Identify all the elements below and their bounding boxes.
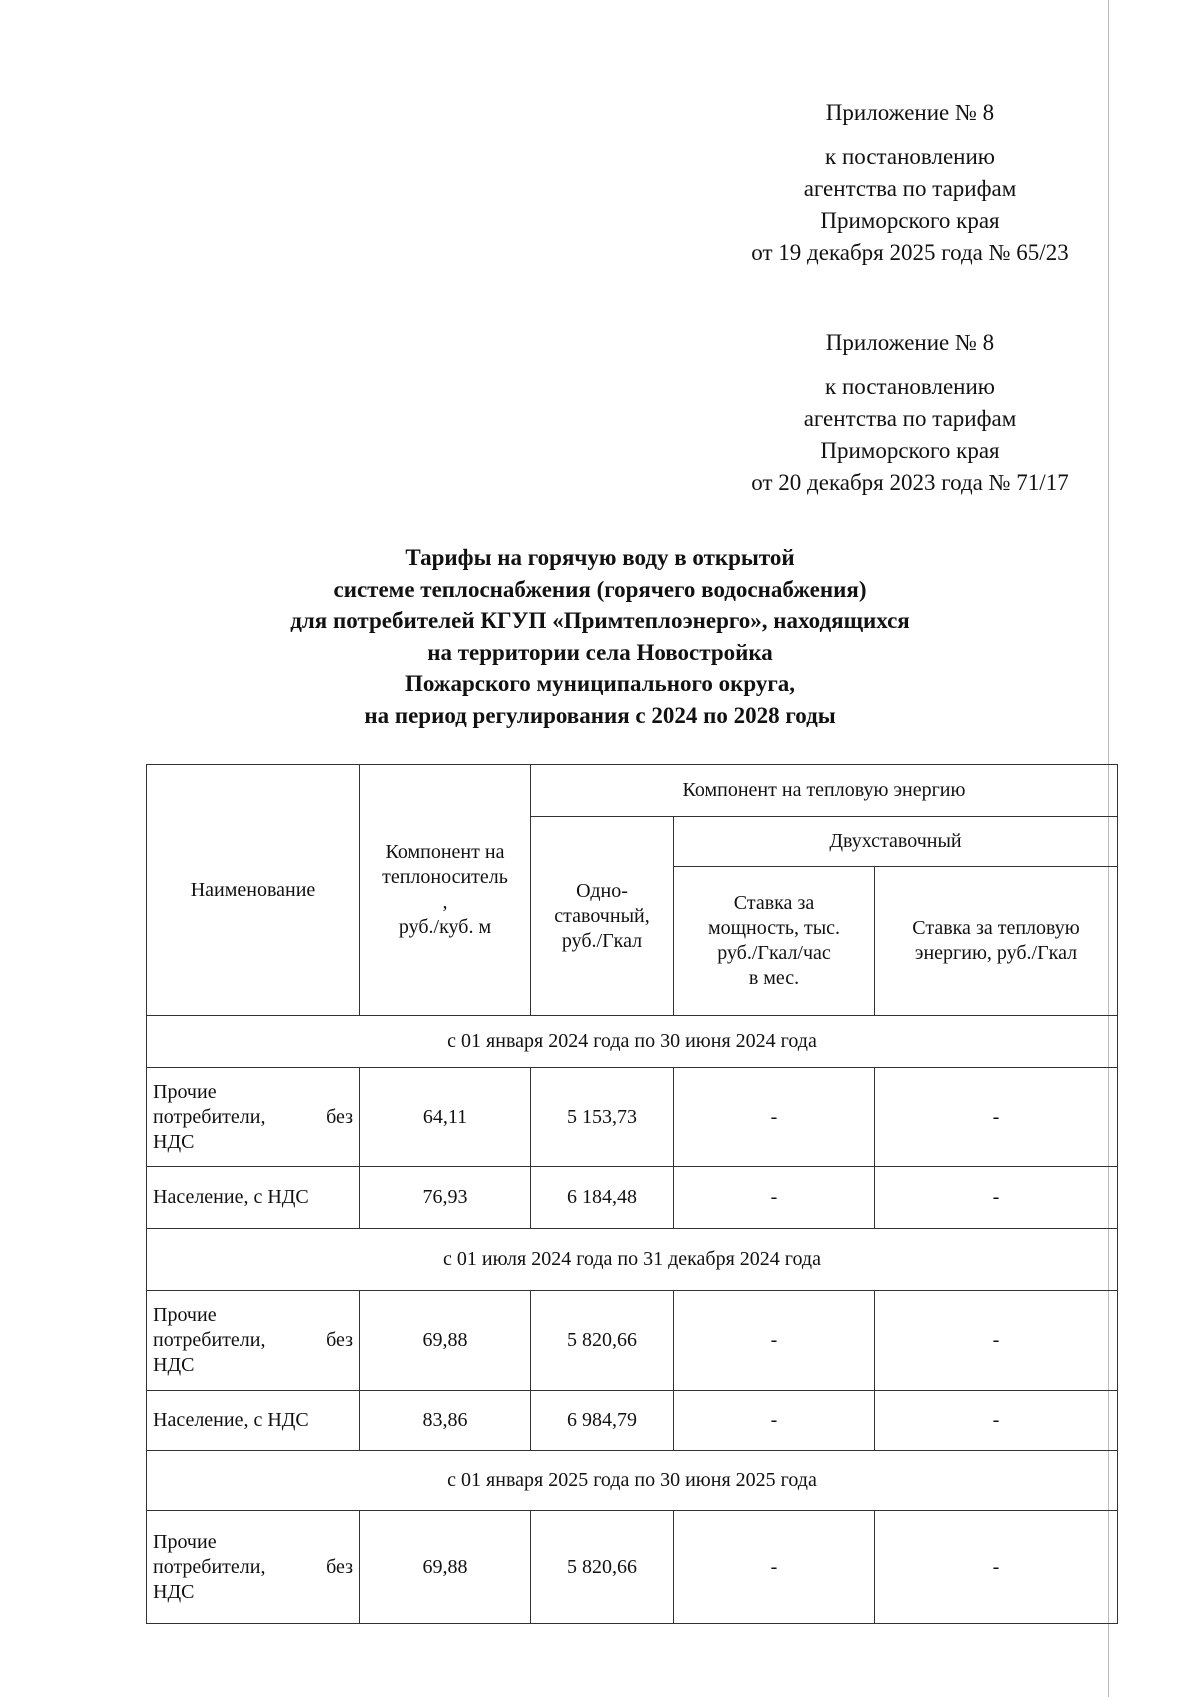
energy-value: - bbox=[875, 1391, 1118, 1451]
table-row bbox=[147, 1291, 1118, 1391]
carrier-value: 69,88 bbox=[360, 1291, 531, 1391]
row-name: Прочие потребители, без НДС bbox=[147, 1511, 360, 1624]
appendix-line: Приморского края bbox=[820, 438, 1000, 463]
carrier-value: 64,11 bbox=[360, 1068, 531, 1167]
capacity-value: - bbox=[674, 1511, 875, 1624]
energy-value: - bbox=[875, 1291, 1118, 1391]
row-name: Население, с НДС bbox=[147, 1167, 360, 1229]
header-two-rate: Двухставочный bbox=[674, 817, 1118, 867]
appendix-line: к постановлению bbox=[825, 374, 995, 399]
appendix-title: Приложение № 8 bbox=[825, 100, 995, 125]
header-carrier: Компонент на теплоноситель , руб./куб. м bbox=[360, 765, 531, 1016]
title-line: для потребителей КГУП «Примтеплоэнерго», находящихся bbox=[290, 608, 910, 633]
period-row: с 01 июля 2024 года по 31 декабря 2024 года bbox=[147, 1229, 1118, 1291]
carrier-value: 76,93 bbox=[360, 1167, 531, 1229]
carrier-value: 83,86 bbox=[360, 1391, 531, 1451]
appendix-current bbox=[690, 97, 1130, 269]
appendix-line: Приморского края bbox=[820, 208, 1000, 233]
title-line: на период регулирования с 2024 по 2028 годы bbox=[364, 702, 836, 728]
appendix-line: агентства по тарифам bbox=[803, 406, 1017, 431]
capacity-value: - bbox=[674, 1391, 875, 1451]
single-rate-value: 6 984,79 bbox=[531, 1391, 674, 1451]
title-line: системе теплоснабжения (горячего водоснабжения) bbox=[333, 576, 867, 602]
row-name: Население, с НДС bbox=[147, 1391, 360, 1451]
table-row bbox=[147, 1511, 1118, 1624]
header-name: Наименование bbox=[147, 765, 360, 1016]
appendix-line: от 20 декабря 2023 года № 71/17 bbox=[751, 470, 1069, 495]
period-row: с 01 января 2025 года по 30 июня 2025 года bbox=[147, 1451, 1118, 1511]
tariff-table bbox=[146, 764, 1118, 1624]
energy-value: - bbox=[875, 1511, 1118, 1624]
energy-value: - bbox=[875, 1068, 1118, 1167]
header-single-rate: Одно- ставочный, руб./Гкал bbox=[531, 817, 674, 1016]
table-row bbox=[147, 1068, 1118, 1167]
title-line: Пожарского муниципального округа, bbox=[404, 671, 796, 696]
capacity-value: - bbox=[674, 1167, 875, 1229]
title-line: Тарифы на горячую воду в открытой bbox=[405, 545, 795, 570]
table-row bbox=[147, 1167, 1118, 1229]
appendix-title: Приложение № 8 bbox=[825, 330, 995, 355]
document-title bbox=[0, 542, 1200, 731]
appendix-line: от 19 декабря 2025 года № 65/23 bbox=[751, 240, 1069, 265]
header-capacity: Ставка за мощность, тыс. руб./Гкал/час в мес. bbox=[674, 867, 875, 1016]
capacity-value: - bbox=[674, 1068, 875, 1167]
energy-value: - bbox=[875, 1167, 1118, 1229]
single-rate-value: 6 184,48 bbox=[531, 1167, 674, 1229]
table-row bbox=[147, 1391, 1118, 1451]
row-name: Прочие потребители, без НДС bbox=[147, 1068, 360, 1167]
appendix-original bbox=[690, 327, 1130, 499]
single-rate-value: 5 820,66 bbox=[531, 1291, 674, 1391]
carrier-value: 69,88 bbox=[360, 1511, 531, 1624]
header-energy: Ставка за тепловую энергию, руб./Гкал bbox=[875, 867, 1118, 1016]
row-name: Прочие потребители, без НДС bbox=[147, 1291, 360, 1391]
period-row: с 01 января 2024 года по 30 июня 2024 года bbox=[147, 1016, 1118, 1068]
capacity-value: - bbox=[674, 1291, 875, 1391]
title-line: на территории села Новостройка bbox=[427, 639, 773, 665]
appendix-line: к постановлению bbox=[825, 144, 995, 169]
appendix-line: агентства по тарифам bbox=[803, 176, 1017, 201]
single-rate-value: 5 820,66 bbox=[531, 1511, 674, 1624]
single-rate-value: 5 153,73 bbox=[531, 1068, 674, 1167]
header-heat-component: Компонент на тепловую энергию bbox=[531, 765, 1118, 817]
